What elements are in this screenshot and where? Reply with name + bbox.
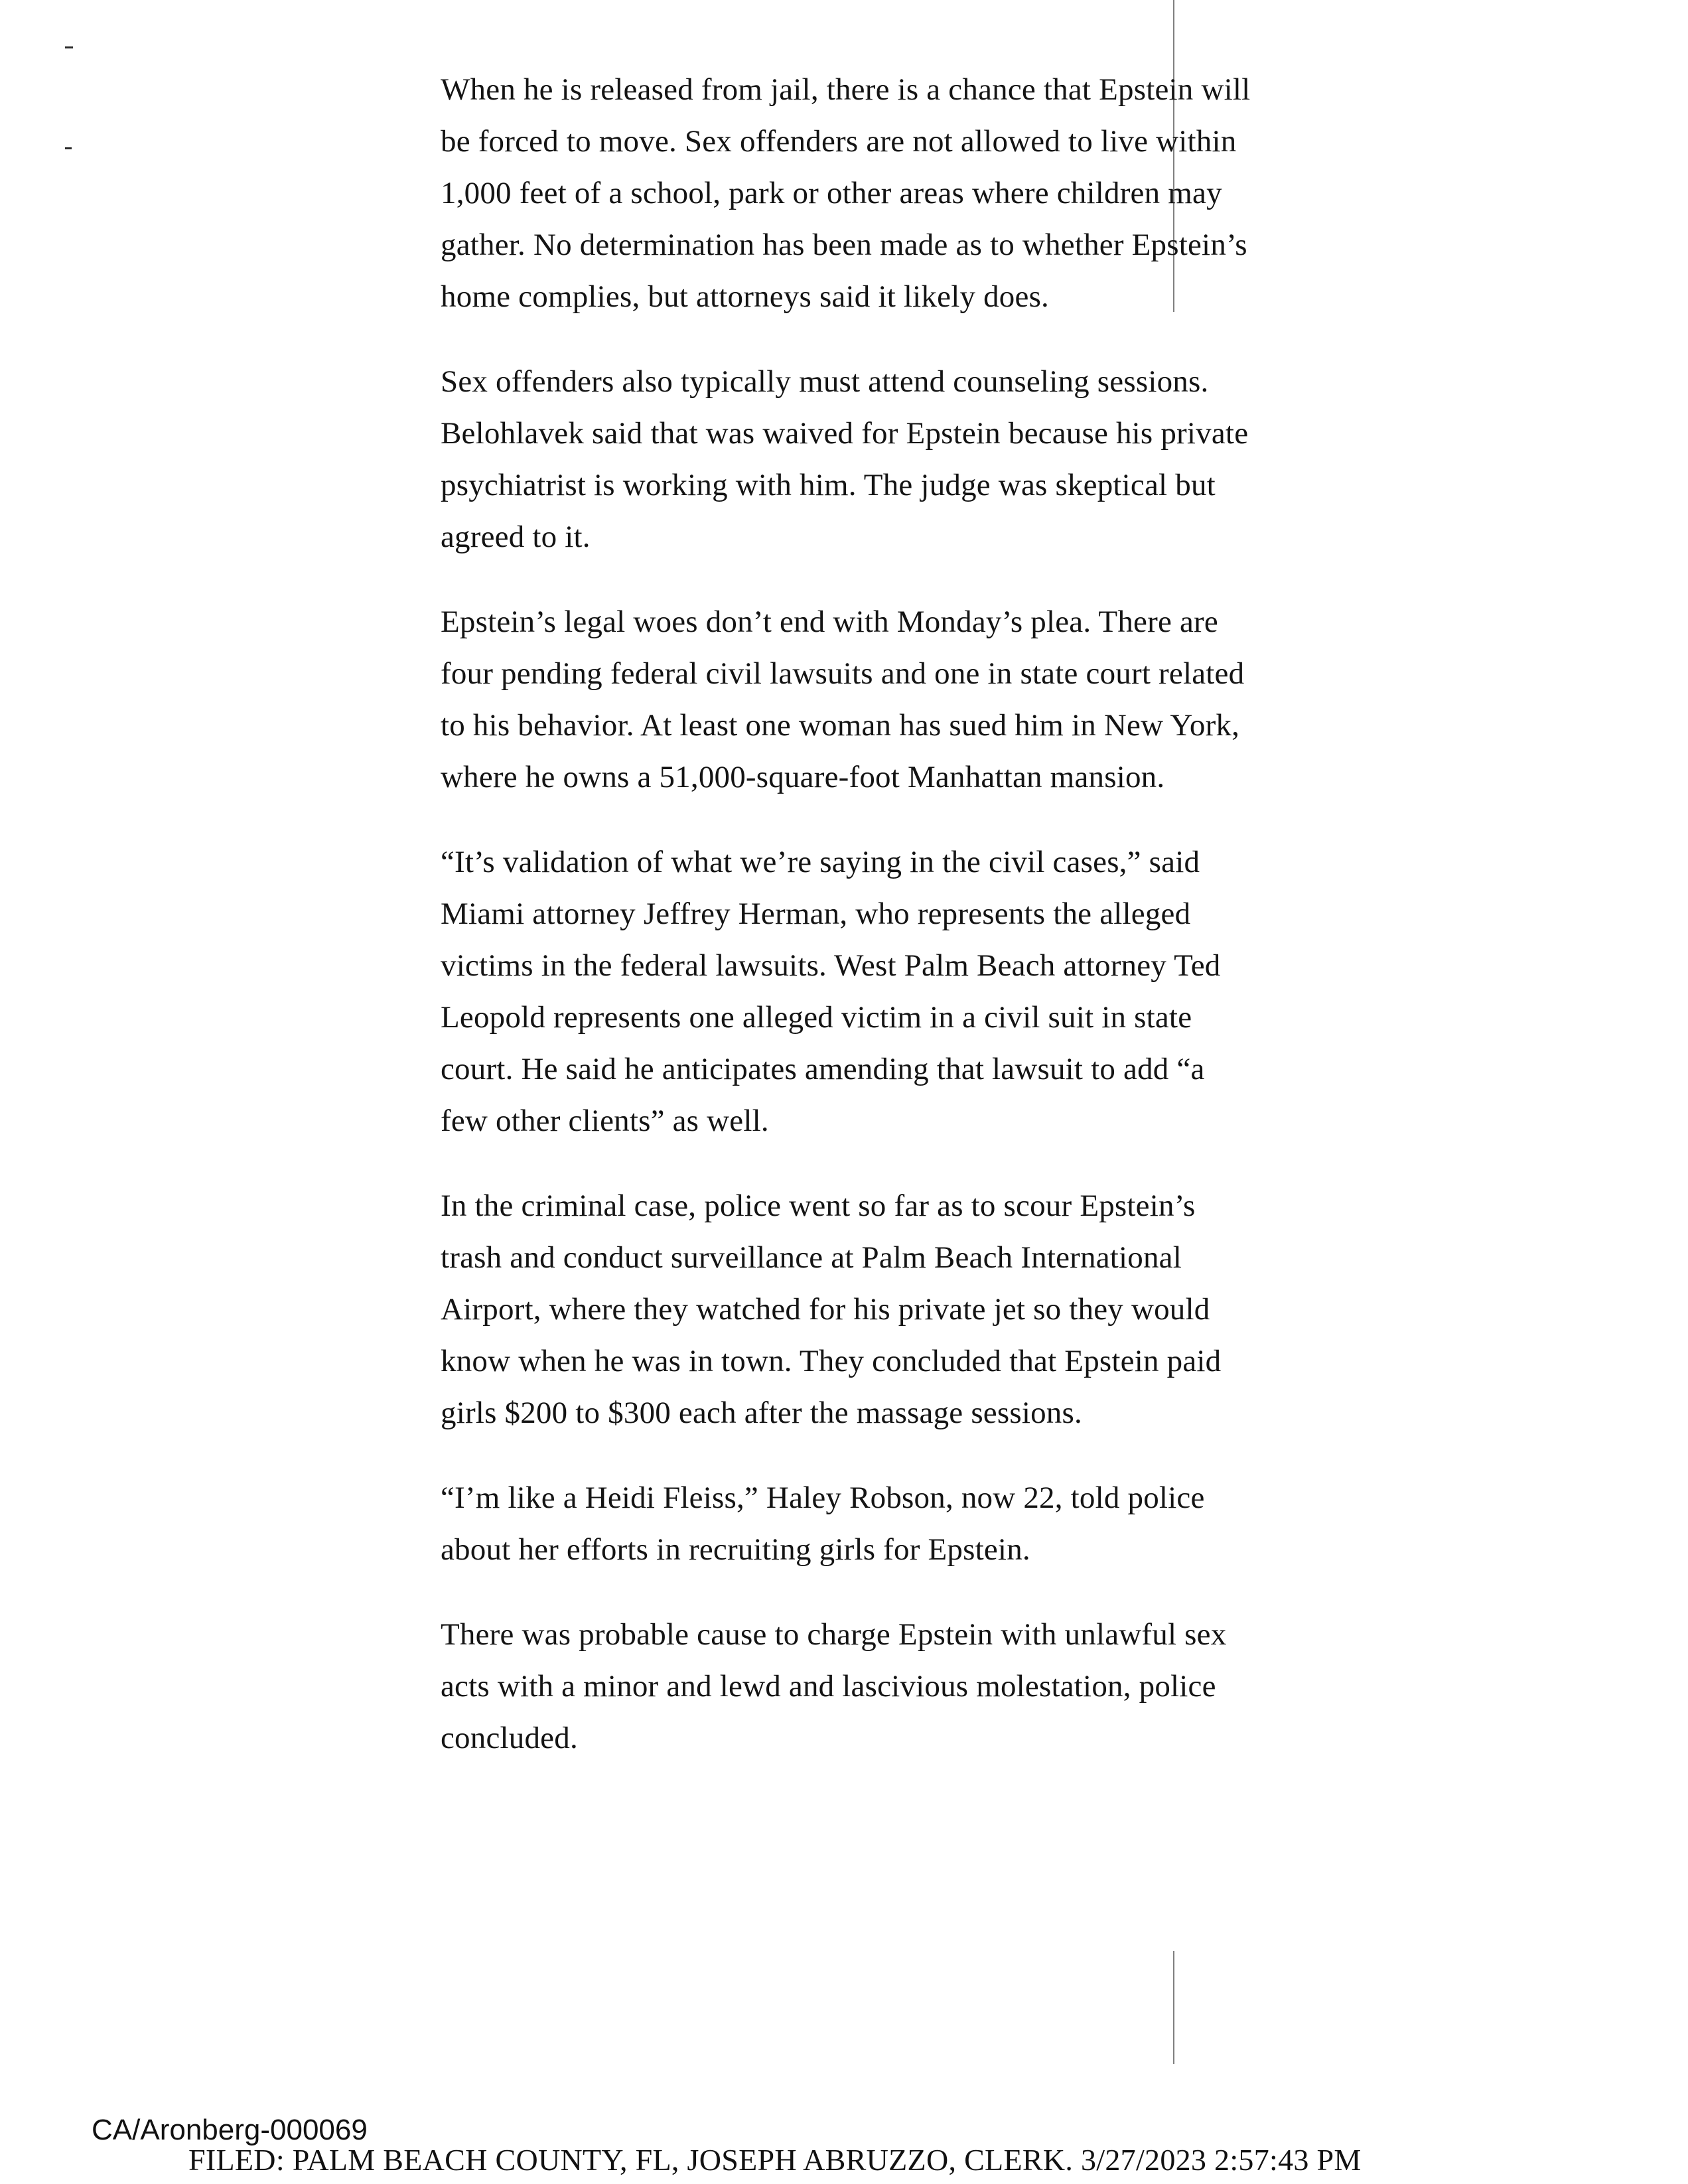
article-paragraph-1: When he is released from jail, there is a chance that Epstein will be forced to move. Sex offenders are not allowed to live within 1,000 feet of a school, park or other areas where children may gather. No determination has been made as to whether Epstein’s home complies, but attorneys said it likely does. [441, 72, 1251, 314]
article-paragraph-3: Epstein’s legal woes don’t end with Monday’s plea. There are four pending federal civil lawsuits and one in state court related to his behavior. At least one woman has sued him in New York, where he owns a 51,000-square-foot Manhattan mansion. [441, 605, 1245, 794]
scan-artifact-mark [65, 147, 72, 149]
article-paragraph-6: “I’m like a Heidi Fleiss,” Haley Robson, now 22, told police about her efforts in recruiting girls for Epstein. [441, 1481, 1205, 1567]
article-body [441, 64, 1257, 1797]
article-paragraph-7: There was probable cause to charge Epstein with unlawful sex acts with a minor and lewd and lascivious molestation, police concluded. [441, 1617, 1227, 1755]
filed-stamp: FILED: PALM BEACH COUNTY, FL, JOSEPH ABRUZZO, CLERK. 3/27/2023 2:57:43 PM [188, 2143, 1362, 2177]
article-paragraph-2: Sex offenders also typically must attend counseling sessions. Belohlavek said that was waived for Epstein because his private psychiatrist is working with him. The judge was skeptical but agreed to it. [441, 364, 1249, 554]
scan-artifact-line [1173, 1951, 1174, 2064]
article-paragraph-5: In the criminal case, police went so far as to scour Epstein’s trash and conduct surveillance at Palm Beach International Airport, where they watched for his private jet so they would know when he was in town. They concluded that Epstein paid girls $200 to $300 each after the massage sessions. [441, 1189, 1222, 1430]
scan-artifact-mark [65, 46, 73, 48]
bates-number: CA/Aronberg-000069 [92, 2114, 368, 2146]
article-paragraph-4: “It’s validation of what we’re saying in the civil cases,” said Miami attorney Jeffrey Herman, who represents the alleged victims in the federal lawsuits. West Palm Beach attorney Ted Leopold represents one alleged victim in a civil suit in state court. He said he anticipates amending that lawsuit to add “a few other clients” as well. [441, 845, 1221, 1138]
